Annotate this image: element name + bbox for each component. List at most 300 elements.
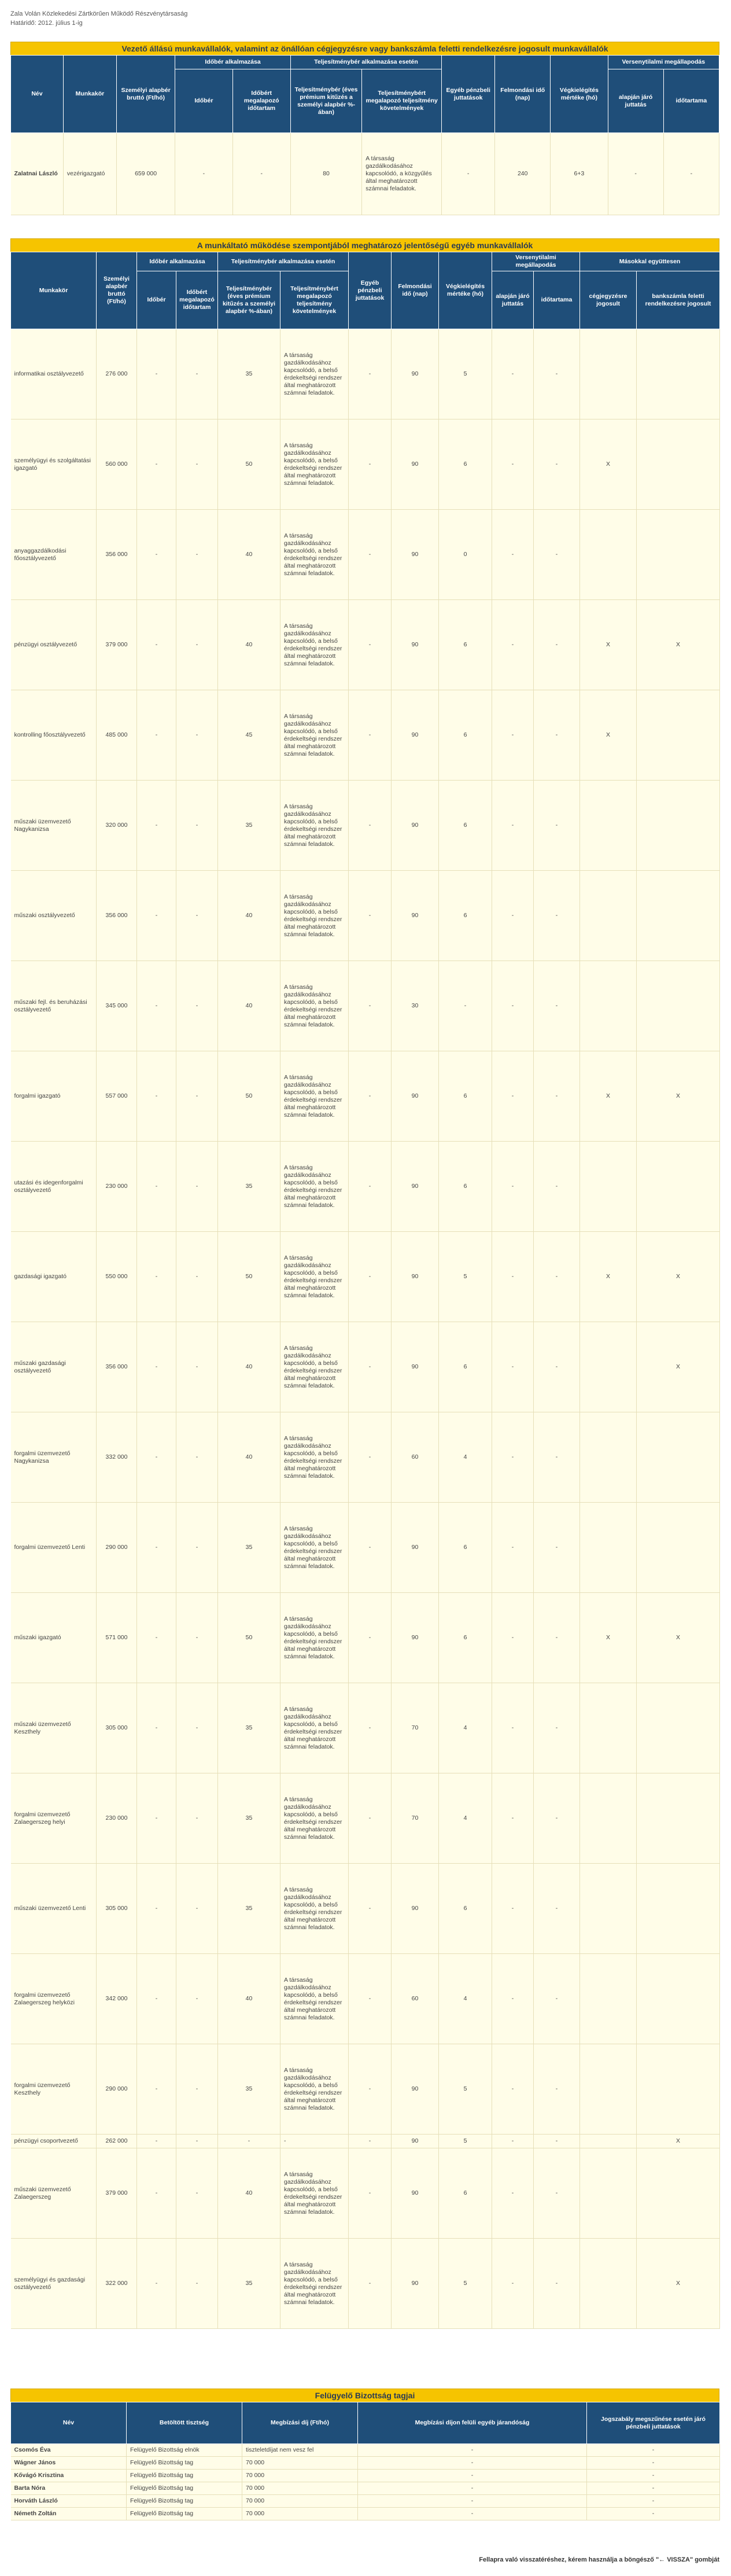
col-vegkielegites: Végkielégítés mértéke (hó) xyxy=(551,56,608,133)
cell-vegkielegites: 5 xyxy=(439,2135,492,2148)
cell-verseny-idotartam: - xyxy=(534,690,580,781)
cell-jogszabaly: - xyxy=(587,2495,720,2508)
cell-telj-premium: 80 xyxy=(290,133,361,215)
cell-idober-meghat: - xyxy=(176,1593,218,1683)
cell-dijon-felul: - xyxy=(358,2444,587,2457)
cell-verseny-idotartam: - xyxy=(663,133,719,215)
col-egyeb: Egyéb pénzbeli juttatások xyxy=(442,56,495,133)
cell-munkakor: műszaki fejl. és beruházási osztályvezető xyxy=(11,961,97,1051)
table-row xyxy=(11,781,720,871)
cell-alapber: 290 000 xyxy=(97,2044,137,2135)
col-jogszabaly: Jogszabály megszűnése esetén járó pénzbeli juttatások xyxy=(587,2402,720,2444)
cell-bankszamla: X xyxy=(637,1051,720,1142)
cell-idober: - xyxy=(137,1051,176,1142)
section-key-employees xyxy=(10,238,719,2329)
table-row xyxy=(11,961,720,1051)
cell-telj-kovet: A társaság gazdálkodásához kapcsolódó, a belső érdekeltségi rendszer által meghatározott számnai feladatok. xyxy=(280,510,349,600)
cell-munkakor: vezérigazgató xyxy=(63,133,116,215)
cell-munkakor: műszaki osztályvezető xyxy=(11,871,97,961)
cell-idober: - xyxy=(137,1503,176,1593)
cell-idober: - xyxy=(137,1412,176,1503)
cell-cegjegyzes xyxy=(580,2239,637,2329)
cell-cegjegyzes xyxy=(580,1954,637,2044)
cell-alapber: 659 000 xyxy=(116,133,175,215)
cell-verseny-alapjan: - xyxy=(492,600,534,690)
cell-vegkielegites: 6 xyxy=(439,1051,492,1142)
cell-cegjegyzes xyxy=(580,1322,637,1412)
table-row xyxy=(11,2239,720,2329)
cell-verseny-alapjan: - xyxy=(492,1412,534,1503)
cell-idober: - xyxy=(137,690,176,781)
cell-egyeb: - xyxy=(349,419,392,510)
cell-felmondasi: 90 xyxy=(392,781,439,871)
cell-telj-kovet: A társaság gazdálkodásához kapcsolódó, a közgyűlés által meghatározott számnai feladatok. xyxy=(362,133,442,215)
cell-vegkielegites: 6 xyxy=(439,1864,492,1954)
cell-verseny-alapjan: - xyxy=(492,510,534,600)
cell-idober-meghat: - xyxy=(176,1142,218,1232)
col-munkakor: Munkakör xyxy=(63,56,116,133)
cell-verseny-alapjan: - xyxy=(492,690,534,781)
supervisory-board-table xyxy=(10,2402,720,2520)
cell-telj-kovet: A társaság gazdálkodásához kapcsolódó, a belső érdekeltségi rendszer által meghatározott számnai feladatok. xyxy=(280,329,349,419)
cell-idober: - xyxy=(137,1773,176,1864)
cell-telj-kovet: A társaság gazdálkodásához kapcsolódó, a belső érdekeltségi rendszer által meghatározott számnai feladatok. xyxy=(280,1412,349,1503)
cell-alapber: 557 000 xyxy=(97,1051,137,1142)
table-row xyxy=(11,133,719,215)
cell-alapber: 550 000 xyxy=(97,1232,137,1322)
cell-idober: - xyxy=(137,419,176,510)
cell-vegkielegites: 6 xyxy=(439,1593,492,1683)
cell-verseny-alapjan: - xyxy=(492,1954,534,2044)
cell-telj-kovet: A társaság gazdálkodásához kapcsolódó, a belső érdekeltségi rendszer által meghatározott számnai feladatok. xyxy=(280,1773,349,1864)
cell-verseny-idotartam: - xyxy=(534,2044,580,2135)
cell-felmondasi: 90 xyxy=(392,1051,439,1142)
cell-felmondasi: 90 xyxy=(392,2239,439,2329)
cell-idober-meghat: - xyxy=(176,1051,218,1142)
table-row xyxy=(11,2470,720,2482)
cell-telj-premium: 40 xyxy=(218,871,280,961)
cell-idober-meghat: - xyxy=(176,600,218,690)
cell-idober-meghat: - xyxy=(176,1322,218,1412)
col-verseny-idotartam: időtartama xyxy=(534,271,580,329)
cell-egyeb: - xyxy=(349,1142,392,1232)
section-title: Vezető állású munkavállalók, valamint az önállóan cégjegyzésre vagy bankszámla feletti rendelkezésre jogosult munkavállalók xyxy=(10,42,719,55)
cell-egyeb: - xyxy=(349,1864,392,1954)
cell-vegkielegites: 4 xyxy=(439,1773,492,1864)
cell-telj-premium: 35 xyxy=(218,2239,280,2329)
cell-cegjegyzes xyxy=(580,329,637,419)
cell-vegkielegites: 5 xyxy=(439,2044,492,2135)
cell-idober: - xyxy=(137,1593,176,1683)
cell-telj-premium: 35 xyxy=(218,329,280,419)
cell-cegjegyzes: X xyxy=(580,1232,637,1322)
table-row xyxy=(11,1232,720,1322)
cell-alapber: 356 000 xyxy=(97,1322,137,1412)
col-cegjegyzes: cégjegyzésre jogosult xyxy=(580,271,637,329)
cell-bankszamla: X xyxy=(637,1322,720,1412)
cell-vegkielegites: 6 xyxy=(439,600,492,690)
cell-telj-premium: 40 xyxy=(218,1412,280,1503)
cell-idober-meghat: - xyxy=(176,2148,218,2239)
cell-telj-premium: 40 xyxy=(218,510,280,600)
cell-telj-premium: 35 xyxy=(218,1683,280,1773)
cell-cegjegyzes: X xyxy=(580,1593,637,1683)
table-row xyxy=(11,2148,720,2239)
cell-munkakor: forgalmi üzemvezető Keszthely xyxy=(11,2044,97,2135)
cell-munkakor: anyaggazdálkodási főosztályvezető xyxy=(11,510,97,600)
cell-felmondasi: 90 xyxy=(392,510,439,600)
col-alapber: Személyi alapbér bruttó (Ft/hó) xyxy=(116,56,175,133)
cell-bankszamla: X xyxy=(637,2135,720,2148)
cell-bankszamla xyxy=(637,871,720,961)
table-row xyxy=(11,2444,720,2457)
cell-jogszabaly: - xyxy=(587,2482,720,2495)
cell-verseny-idotartam: - xyxy=(534,419,580,510)
col-telj-kovet: Teljesítménybért megalapozó teljesítmény követelmények xyxy=(362,69,442,133)
table-row xyxy=(11,2508,720,2520)
cell-felmondasi: 90 xyxy=(392,419,439,510)
cell-munkakor: pénzügyi csoportvezető xyxy=(11,2135,97,2148)
cell-verseny-alapjan: - xyxy=(492,1051,534,1142)
table-row xyxy=(11,1322,720,1412)
cell-dij: 70 000 xyxy=(242,2508,358,2520)
cell-cegjegyzes xyxy=(580,871,637,961)
cell-felmondasi: 60 xyxy=(392,1412,439,1503)
cell-egyeb: - xyxy=(349,329,392,419)
cell-alapber: 230 000 xyxy=(97,1773,137,1864)
cell-egyeb: - xyxy=(349,2044,392,2135)
cell-nev: Barta Nóra xyxy=(11,2482,127,2495)
cell-cegjegyzes xyxy=(580,961,637,1051)
cell-egyeb: - xyxy=(349,1503,392,1593)
table-row xyxy=(11,1864,720,1954)
cell-verseny-idotartam: - xyxy=(534,871,580,961)
cell-munkakor: személyügyi és szolgáltatási igazgató xyxy=(11,419,97,510)
cell-idober-meghat: - xyxy=(176,1412,218,1503)
section-title: Felügyelő Bizottság tagjai xyxy=(10,2389,719,2402)
cell-felmondasi: 90 xyxy=(392,329,439,419)
col-felmondasi: Felmondási idő (nap) xyxy=(392,252,439,329)
cell-egyeb: - xyxy=(349,2239,392,2329)
cell-telj-premium: 50 xyxy=(218,1593,280,1683)
cell-vegkielegites: 4 xyxy=(439,1412,492,1503)
cell-egyeb: - xyxy=(349,1412,392,1503)
cell-telj-kovet: A társaság gazdálkodásához kapcsolódó, a belső érdekeltségi rendszer által meghatározott számnai feladatok. xyxy=(280,1683,349,1773)
cell-verseny-alapjan: - xyxy=(492,1593,534,1683)
cell-felmondasi: 240 xyxy=(495,133,551,215)
cell-idober: - xyxy=(137,961,176,1051)
table-row xyxy=(11,2135,720,2148)
cell-idober: - xyxy=(137,871,176,961)
col-idober: Időbér xyxy=(137,271,176,329)
cell-verseny-alapjan: - xyxy=(492,2135,534,2148)
cell-telj-kovet: A társaság gazdálkodásához kapcsolódó, a belső érdekeltségi rendszer által meghatározott számnai feladatok. xyxy=(280,961,349,1051)
cell-munkakor: műszaki üzemvezető Nagykanizsa xyxy=(11,781,97,871)
cell-egyeb: - xyxy=(349,781,392,871)
cell-alapber: 322 000 xyxy=(97,2239,137,2329)
cell-vegkielegites: 0 xyxy=(439,510,492,600)
cell-nev: Kővágó Krisztina xyxy=(11,2470,127,2482)
cell-felmondasi: 90 xyxy=(392,600,439,690)
cell-idober-meghat: - xyxy=(176,961,218,1051)
cell-egyeb: - xyxy=(349,1683,392,1773)
cell-telj-kovet: A társaság gazdálkodásához kapcsolódó, a belső érdekeltségi rendszer által meghatározott számnai feladatok. xyxy=(280,600,349,690)
cell-idober-meghat: - xyxy=(176,2135,218,2148)
cell-munkakor: műszaki üzemvezető Zalaegerszeg xyxy=(11,2148,97,2239)
cell-telj-premium: 35 xyxy=(218,1503,280,1593)
cell-alapber: 305 000 xyxy=(97,1864,137,1954)
cell-cegjegyzes: X xyxy=(580,419,637,510)
col-telj-premium: Teljesítménybér (éves prémium kitűzés a személyi alapbér %-ában) xyxy=(290,69,361,133)
cell-vegkielegites: 6 xyxy=(439,1322,492,1412)
col-bankszamla: bankszámla feletti rendelkezésre jogosult xyxy=(637,271,720,329)
cell-verseny-alapjan: - xyxy=(492,1503,534,1593)
cell-bankszamla xyxy=(637,781,720,871)
cell-vegkielegites: 5 xyxy=(439,1232,492,1322)
cell-idober-meghat: - xyxy=(176,2239,218,2329)
col-tisztseg: Betöltött tisztség xyxy=(127,2402,242,2444)
cell-telj-kovet: A társaság gazdálkodásához kapcsolódó, a belső érdekeltségi rendszer által meghatározott számnai feladatok. xyxy=(280,419,349,510)
cell-vegkielegites: 5 xyxy=(439,2239,492,2329)
col-verseny-group: Versenytilalmi megállapodás xyxy=(608,56,719,69)
table-row xyxy=(11,419,720,510)
col-telj-premium: Teljesítménybér (éves prémium kitűzés a személyi alapbér %-ában) xyxy=(218,271,280,329)
company-name: Zala Volán Közlekedési Zártkörűen Működő Részvénytársaság xyxy=(10,10,188,17)
cell-verseny-alapjan: - xyxy=(608,133,663,215)
cell-bankszamla xyxy=(637,1412,720,1503)
cell-telj-kovet: - xyxy=(280,2135,349,2148)
cell-cegjegyzes xyxy=(580,1412,637,1503)
executives-table xyxy=(10,55,719,215)
cell-alapber: 571 000 xyxy=(97,1593,137,1683)
cell-felmondasi: 90 xyxy=(392,1593,439,1683)
cell-munkakor: forgalmi igazgató xyxy=(11,1051,97,1142)
deadline-date: Határidő: 2012. július 1-ig xyxy=(10,20,83,27)
cell-idober: - xyxy=(137,781,176,871)
cell-cegjegyzes xyxy=(580,2148,637,2239)
cell-nev: Zalatnai László xyxy=(11,133,64,215)
cell-felmondasi: 60 xyxy=(392,1954,439,2044)
cell-idober-meghat: - xyxy=(176,329,218,419)
cell-telj-kovet: A társaság gazdálkodásához kapcsolódó, a belső érdekeltségi rendszer által meghatározott számnai feladatok. xyxy=(280,1051,349,1142)
col-nev: Név xyxy=(11,56,64,133)
cell-verseny-idotartam: - xyxy=(534,1322,580,1412)
cell-egyeb: - xyxy=(349,1322,392,1412)
cell-telj-kovet: A társaság gazdálkodásához kapcsolódó, a belső érdekeltségi rendszer által meghatározott számnai feladatok. xyxy=(280,690,349,781)
cell-cegjegyzes xyxy=(580,1503,637,1593)
cell-alapber: 379 000 xyxy=(97,2148,137,2239)
col-idober-group: Időbér alkalmazása xyxy=(137,252,218,271)
col-vegkielegites: Végkielégítés mértéke (hó) xyxy=(439,252,492,329)
cell-telj-kovet: A társaság gazdálkodásához kapcsolódó, a belső érdekeltségi rendszer által meghatározott számnai feladatok. xyxy=(280,1954,349,2044)
col-verseny-alapjan: alapján járó juttatás xyxy=(492,271,534,329)
cell-verseny-idotartam: - xyxy=(534,510,580,600)
cell-alapber: 262 000 xyxy=(97,2135,137,2148)
cell-munkakor: informatikai osztályvezető xyxy=(11,329,97,419)
key-employees-body xyxy=(11,329,720,2329)
col-verseny-group: Versenytilalmi megállapodás xyxy=(492,252,580,271)
cell-verseny-alapjan: - xyxy=(492,781,534,871)
col-verseny-alapjan: alapján járó juttatás xyxy=(608,69,663,133)
cell-bankszamla: X xyxy=(637,2239,720,2329)
cell-nev: Horváth László xyxy=(11,2495,127,2508)
cell-vegkielegites: 6 xyxy=(439,1503,492,1593)
cell-verseny-idotartam: - xyxy=(534,2239,580,2329)
cell-verseny-idotartam: - xyxy=(534,1683,580,1773)
cell-verseny-idotartam: - xyxy=(534,1142,580,1232)
cell-telj-kovet: A társaság gazdálkodásához kapcsolódó, a belső érdekeltségi rendszer által meghatározott számnai feladatok. xyxy=(280,2239,349,2329)
cell-verseny-idotartam: - xyxy=(534,961,580,1051)
cell-cegjegyzes xyxy=(580,510,637,600)
cell-idober: - xyxy=(137,2135,176,2148)
cell-jogszabaly: - xyxy=(587,2444,720,2457)
cell-telj-premium: 35 xyxy=(218,1142,280,1232)
cell-vegkielegites: - xyxy=(439,961,492,1051)
cell-tisztseg: Felügyelő Bizottság tag xyxy=(127,2495,242,2508)
cell-idober-meghat: - xyxy=(176,1232,218,1322)
table-row xyxy=(11,1142,720,1232)
cell-egyeb: - xyxy=(349,510,392,600)
cell-munkakor: kontrolling főosztályvezető xyxy=(11,690,97,781)
col-idober: Időbér xyxy=(175,69,232,133)
cell-idober: - xyxy=(137,600,176,690)
cell-munkakor: műszaki üzemvezető Keszthely xyxy=(11,1683,97,1773)
col-telj-kovet: Teljesítménybért megalapozó teljesítmény követelmények xyxy=(280,271,349,329)
cell-telj-premium: 35 xyxy=(218,2044,280,2135)
table-row xyxy=(11,2457,720,2470)
cell-idober: - xyxy=(137,1322,176,1412)
cell-telj-premium: 40 xyxy=(218,1322,280,1412)
cell-vegkielegites: 6+3 xyxy=(551,133,608,215)
table-row xyxy=(11,1773,720,1864)
cell-munkakor: műszaki üzemvezető Lenti xyxy=(11,1864,97,1954)
cell-telj-premium: 35 xyxy=(218,1773,280,1864)
cell-dij: 70 000 xyxy=(242,2457,358,2470)
cell-munkakor: gazdasági igazgató xyxy=(11,1232,97,1322)
table-row xyxy=(11,871,720,961)
cell-telj-kovet: A társaság gazdálkodásához kapcsolódó, a belső érdekeltségi rendszer által meghatározott számnai feladatok. xyxy=(280,1503,349,1593)
cell-cegjegyzes xyxy=(580,2135,637,2148)
cell-alapber: 485 000 xyxy=(97,690,137,781)
cell-idober-meghat: - xyxy=(176,510,218,600)
table-row xyxy=(11,1593,720,1683)
cell-idober-meghat: - xyxy=(176,871,218,961)
cell-munkakor: forgalmi üzemvezető Lenti xyxy=(11,1503,97,1593)
cell-vegkielegites: 6 xyxy=(439,781,492,871)
supervisory-board-body xyxy=(11,2444,720,2520)
cell-vegkielegites: 6 xyxy=(439,1142,492,1232)
cell-verseny-alapjan: - xyxy=(492,871,534,961)
cell-idober: - xyxy=(137,1232,176,1322)
col-telj-group: Teljesítménybér alkalmazása esetén xyxy=(218,252,349,271)
cell-tisztseg: Felügyelő Bizottság tag xyxy=(127,2482,242,2495)
cell-idober: - xyxy=(137,1864,176,1954)
cell-tisztseg: Felügyelő Bizottság elnök xyxy=(127,2444,242,2457)
cell-nev: Németh Zoltán xyxy=(11,2508,127,2520)
cell-telj-premium: 35 xyxy=(218,1864,280,1954)
cell-idober: - xyxy=(137,2044,176,2135)
cell-alapber: 560 000 xyxy=(97,419,137,510)
cell-alapber: 320 000 xyxy=(97,781,137,871)
cell-verseny-alapjan: - xyxy=(492,1864,534,1954)
cell-bankszamla xyxy=(637,329,720,419)
col-nev: Név xyxy=(11,2402,127,2444)
cell-idober-meghat: - xyxy=(176,1773,218,1864)
cell-verseny-idotartam: - xyxy=(534,1232,580,1322)
cell-dijon-felul: - xyxy=(358,2457,587,2470)
cell-egyeb: - xyxy=(349,871,392,961)
cell-egyeb: - xyxy=(349,1232,392,1322)
cell-vegkielegites: 6 xyxy=(439,871,492,961)
cell-munkakor: műszaki igazgató xyxy=(11,1593,97,1683)
cell-cegjegyzes xyxy=(580,1142,637,1232)
table-row xyxy=(11,1683,720,1773)
col-alapber: Személyi alapbér bruttó (Ft/hó) xyxy=(97,252,137,329)
cell-felmondasi: 90 xyxy=(392,1503,439,1593)
cell-alapber: 332 000 xyxy=(97,1412,137,1503)
cell-telj-kovet: A társaság gazdálkodásához kapcsolódó, a belső érdekeltségi rendszer által meghatározott számnai feladatok. xyxy=(280,1142,349,1232)
cell-tisztseg: Felügyelő Bizottság tag xyxy=(127,2470,242,2482)
cell-vegkielegites: 5 xyxy=(439,329,492,419)
col-verseny-idotartam: időtartama xyxy=(663,69,719,133)
table-row xyxy=(11,329,720,419)
section-supervisory-board xyxy=(10,2389,719,2520)
cell-verseny-idotartam: - xyxy=(534,1051,580,1142)
cell-felmondasi: 90 xyxy=(392,1322,439,1412)
cell-verseny-alapjan: - xyxy=(492,2239,534,2329)
col-munkakor: Munkakör xyxy=(11,252,97,329)
cell-idober-meghat: - xyxy=(176,1683,218,1773)
table-row xyxy=(11,2482,720,2495)
section-executives xyxy=(10,42,719,215)
cell-telj-premium: 50 xyxy=(218,419,280,510)
cell-alapber: 230 000 xyxy=(97,1142,137,1232)
cell-cegjegyzes xyxy=(580,1773,637,1864)
cell-felmondasi: 90 xyxy=(392,1142,439,1232)
cell-idober-meghat: - xyxy=(176,2044,218,2135)
cell-cegjegyzes: X xyxy=(580,600,637,690)
back-hint: Fellapra való visszatéréshez, kérem használja a böngésző "← VISSZA" gombját xyxy=(479,2556,719,2563)
cell-telj-premium: 40 xyxy=(218,961,280,1051)
cell-bankszamla: X xyxy=(637,1593,720,1683)
cell-felmondasi: 70 xyxy=(392,1773,439,1864)
cell-verseny-idotartam: - xyxy=(534,1864,580,1954)
cell-alapber: 290 000 xyxy=(97,1503,137,1593)
cell-munkakor: műszaki gazdasági osztályvezető xyxy=(11,1322,97,1412)
cell-egyeb: - xyxy=(349,1593,392,1683)
cell-egyeb: - xyxy=(349,1773,392,1864)
cell-bankszamla xyxy=(637,961,720,1051)
col-egyeb: Egyéb pénzbeli juttatások xyxy=(349,252,392,329)
cell-verseny-alapjan: - xyxy=(492,2044,534,2135)
cell-telj-premium: 40 xyxy=(218,1954,280,2044)
cell-idober-meghat: - xyxy=(176,1864,218,1954)
cell-cegjegyzes: X xyxy=(580,1051,637,1142)
cell-idober-meghat: - xyxy=(176,781,218,871)
cell-bankszamla: X xyxy=(637,600,720,690)
table-row xyxy=(11,2044,720,2135)
cell-bankszamla xyxy=(637,2148,720,2239)
col-idober-group: Időbér alkalmazása xyxy=(175,56,291,69)
cell-dij: 70 000 xyxy=(242,2495,358,2508)
cell-verseny-idotartam: - xyxy=(534,600,580,690)
cell-alapber: 342 000 xyxy=(97,1954,137,2044)
cell-felmondasi: 90 xyxy=(392,871,439,961)
cell-egyeb: - xyxy=(349,1954,392,2044)
cell-bankszamla xyxy=(637,1954,720,2044)
cell-felmondasi: 70 xyxy=(392,1683,439,1773)
cell-idober-meghat: - xyxy=(176,1954,218,2044)
